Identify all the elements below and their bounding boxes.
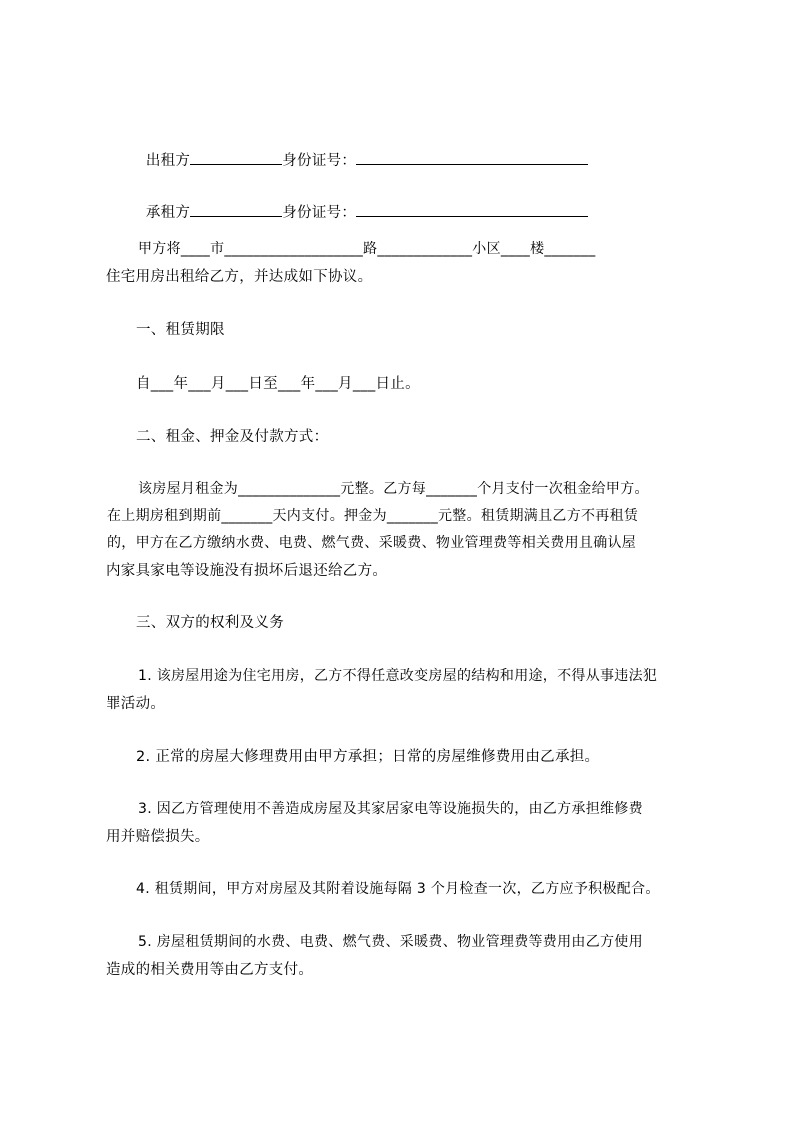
section-3-heading: 三、双方的权利及义务 bbox=[136, 615, 284, 631]
lessor-line bbox=[136, 133, 588, 170]
clause-4: 4. 租赁期间，甲方对房屋及其附着设施每隔 3 个月检查一次，乙方应予积极配合。 bbox=[136, 881, 660, 897]
rent-line-4: 内家具家电等设施没有损坏后退还给乙方。 bbox=[106, 563, 388, 579]
lessor-label: 出租方 bbox=[145, 153, 191, 169]
clause-3-line-1: 3. 因乙方管理使用不善造成房屋及其家居家电等设施损失的，由乙方承担维修费 bbox=[138, 801, 643, 817]
clause-1-line-2: 罪活动。 bbox=[106, 696, 166, 712]
clause-2: 2. 正常的房屋大修理费用由甲方承担；日常的房屋维修费用由乙承担。 bbox=[136, 749, 600, 765]
lessee-id-blank[interactable] bbox=[356, 204, 588, 217]
rent-line-2: 在上期房租到期前_______天内支付。押金为_______元整。租赁期满且乙方不再租赁 bbox=[107, 508, 639, 524]
lessor-name-blank[interactable] bbox=[190, 152, 282, 165]
section-2-heading: 二、租金、押金及付款方式： bbox=[136, 429, 329, 445]
lessee-name-blank[interactable] bbox=[190, 204, 282, 217]
lessee-id-label: 身份证号： bbox=[282, 205, 357, 221]
clause-5-line-1: 5. 房屋租赁期间的水费、电费、燃气费、采暖费、物业管理费等费用由乙方使用 bbox=[138, 934, 643, 950]
lease-term: 自___年___月___日至___年___月___日止。 bbox=[136, 376, 420, 392]
intro-line-2: 住宅用房出租给乙方，并达成如下协议。 bbox=[106, 269, 373, 285]
section-1-heading: 一、租赁期限 bbox=[136, 322, 225, 338]
clause-1-line-1: 1. 该房屋用途为住宅用房，乙方不得任意改变房屋的结构和用途，不得从事违法犯 bbox=[138, 668, 658, 684]
lessee-line bbox=[136, 185, 588, 222]
clause-5-line-2: 造成的相关费用等由乙方支付。 bbox=[106, 962, 314, 978]
lessor-id-blank[interactable] bbox=[356, 152, 588, 165]
lessee-label: 承租方 bbox=[145, 205, 191, 221]
rent-line-1: 该房屋月租金为______________元整。乙方每_______个月支付一次租金给甲方。 bbox=[138, 481, 649, 497]
clause-3-line-2: 用并赔偿损失。 bbox=[106, 829, 210, 845]
intro-line-1: 甲方将____市___________________路_____________小区____楼_______ bbox=[138, 241, 596, 257]
rent-line-3: 的，甲方在乙方缴纳水费、电费、燃气费、采暖费、物业管理费等相关费用且确认屋 bbox=[107, 535, 637, 551]
lessor-id-label: 身份证号： bbox=[282, 153, 357, 169]
